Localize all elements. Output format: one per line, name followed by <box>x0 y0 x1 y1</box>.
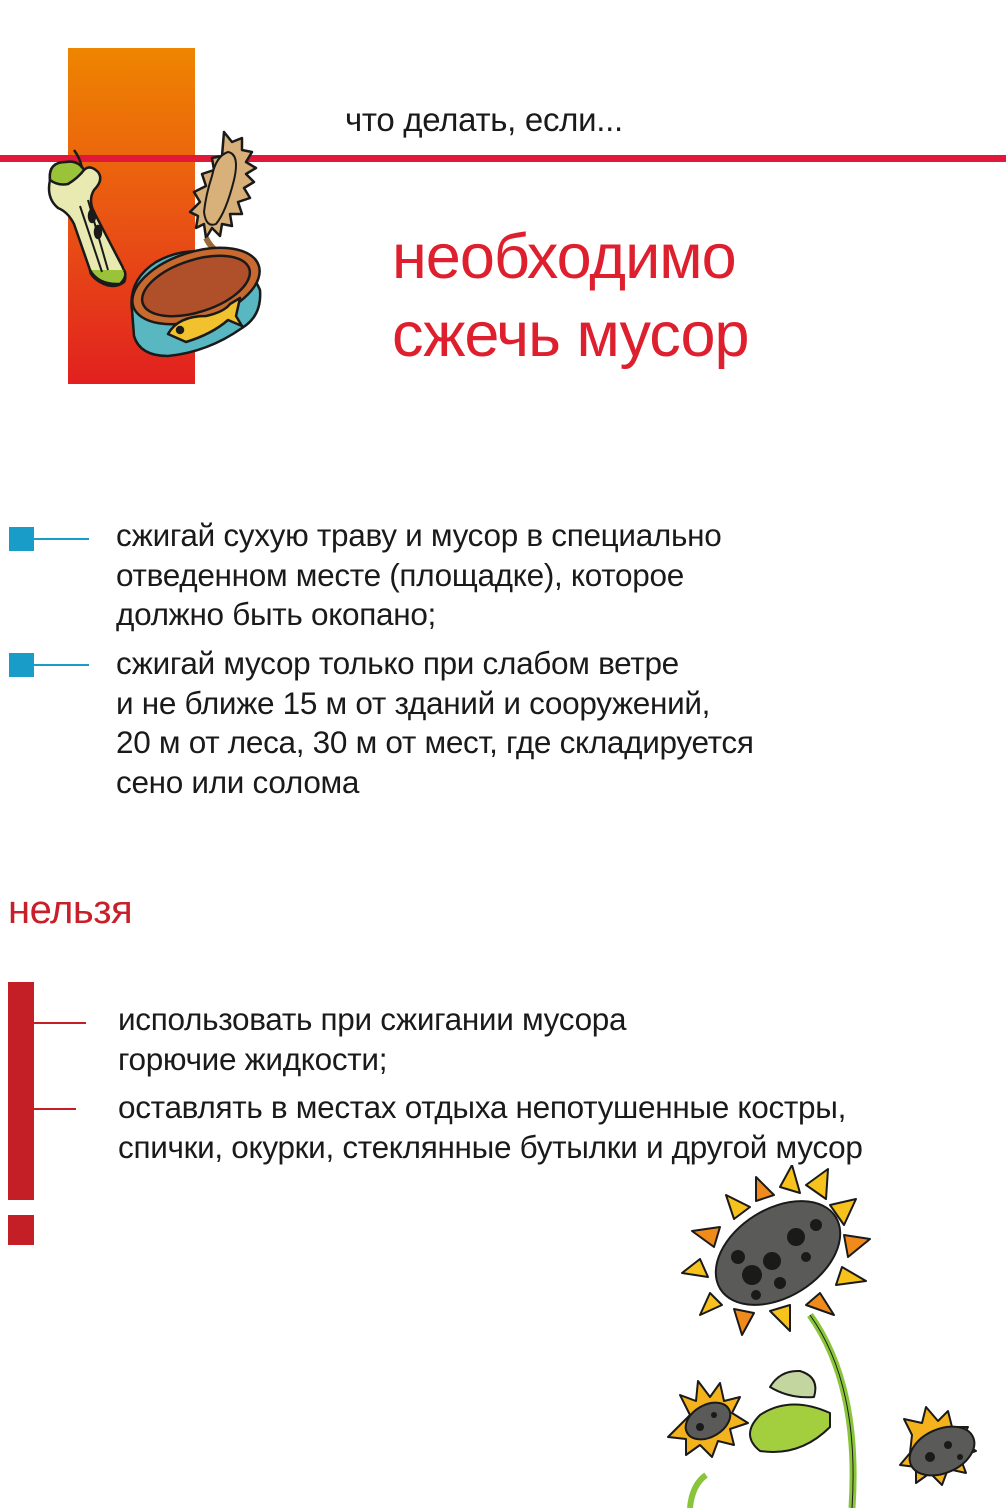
list-item <box>116 516 721 635</box>
forbidden-item-line: оставлять в местах отдыха непотушенные костры, <box>118 1089 847 1125</box>
title-line-2: сжечь мусор <box>392 300 749 370</box>
forbidden-heading: нельзя <box>8 888 133 932</box>
forbidden-item <box>118 1088 863 1167</box>
list-item-line: сжигай мусор только при слабом ветре <box>116 645 679 681</box>
list-item-line: и не ближе 15 м от зданий и сооружений, <box>116 684 711 721</box>
list-item-line: сено или солома <box>116 763 360 800</box>
forbidden-item <box>118 1000 626 1079</box>
forbidden-red-bar <box>8 982 34 1200</box>
forbidden-item-line: использовать при сжигании мусора <box>118 1001 627 1037</box>
forbidden-connector-line <box>34 1022 86 1024</box>
forbidden-connector-line <box>34 1108 76 1110</box>
bullet-connector-line <box>34 664 89 666</box>
list-item-line: 20 м от леса, 30 м от мест, где складируется <box>116 724 754 760</box>
list-item <box>116 644 754 802</box>
bullet-square-icon <box>9 527 34 551</box>
page-subtitle: что делать, если... <box>345 101 623 138</box>
sunflowers-icon <box>630 1165 1006 1508</box>
forbidden-item-line: спички, окурки, стеклянные бутылки и другой мусор <box>118 1128 863 1165</box>
apple-core-and-fish-can-icon <box>28 120 278 370</box>
forbidden-red-square <box>8 1215 34 1245</box>
list-item-line: должно быть окопано; <box>116 596 437 632</box>
title-line-1: необходимо <box>392 222 736 292</box>
page-title <box>392 218 749 374</box>
list-item-line: отведенном месте (площадке), которое <box>116 556 684 593</box>
bullet-square-icon <box>9 653 34 677</box>
bullet-connector-line <box>34 538 89 540</box>
list-item-line: сжигай сухую траву и мусор в специально <box>116 517 722 553</box>
forbidden-item-line: горючие жидкости; <box>118 1040 388 1077</box>
